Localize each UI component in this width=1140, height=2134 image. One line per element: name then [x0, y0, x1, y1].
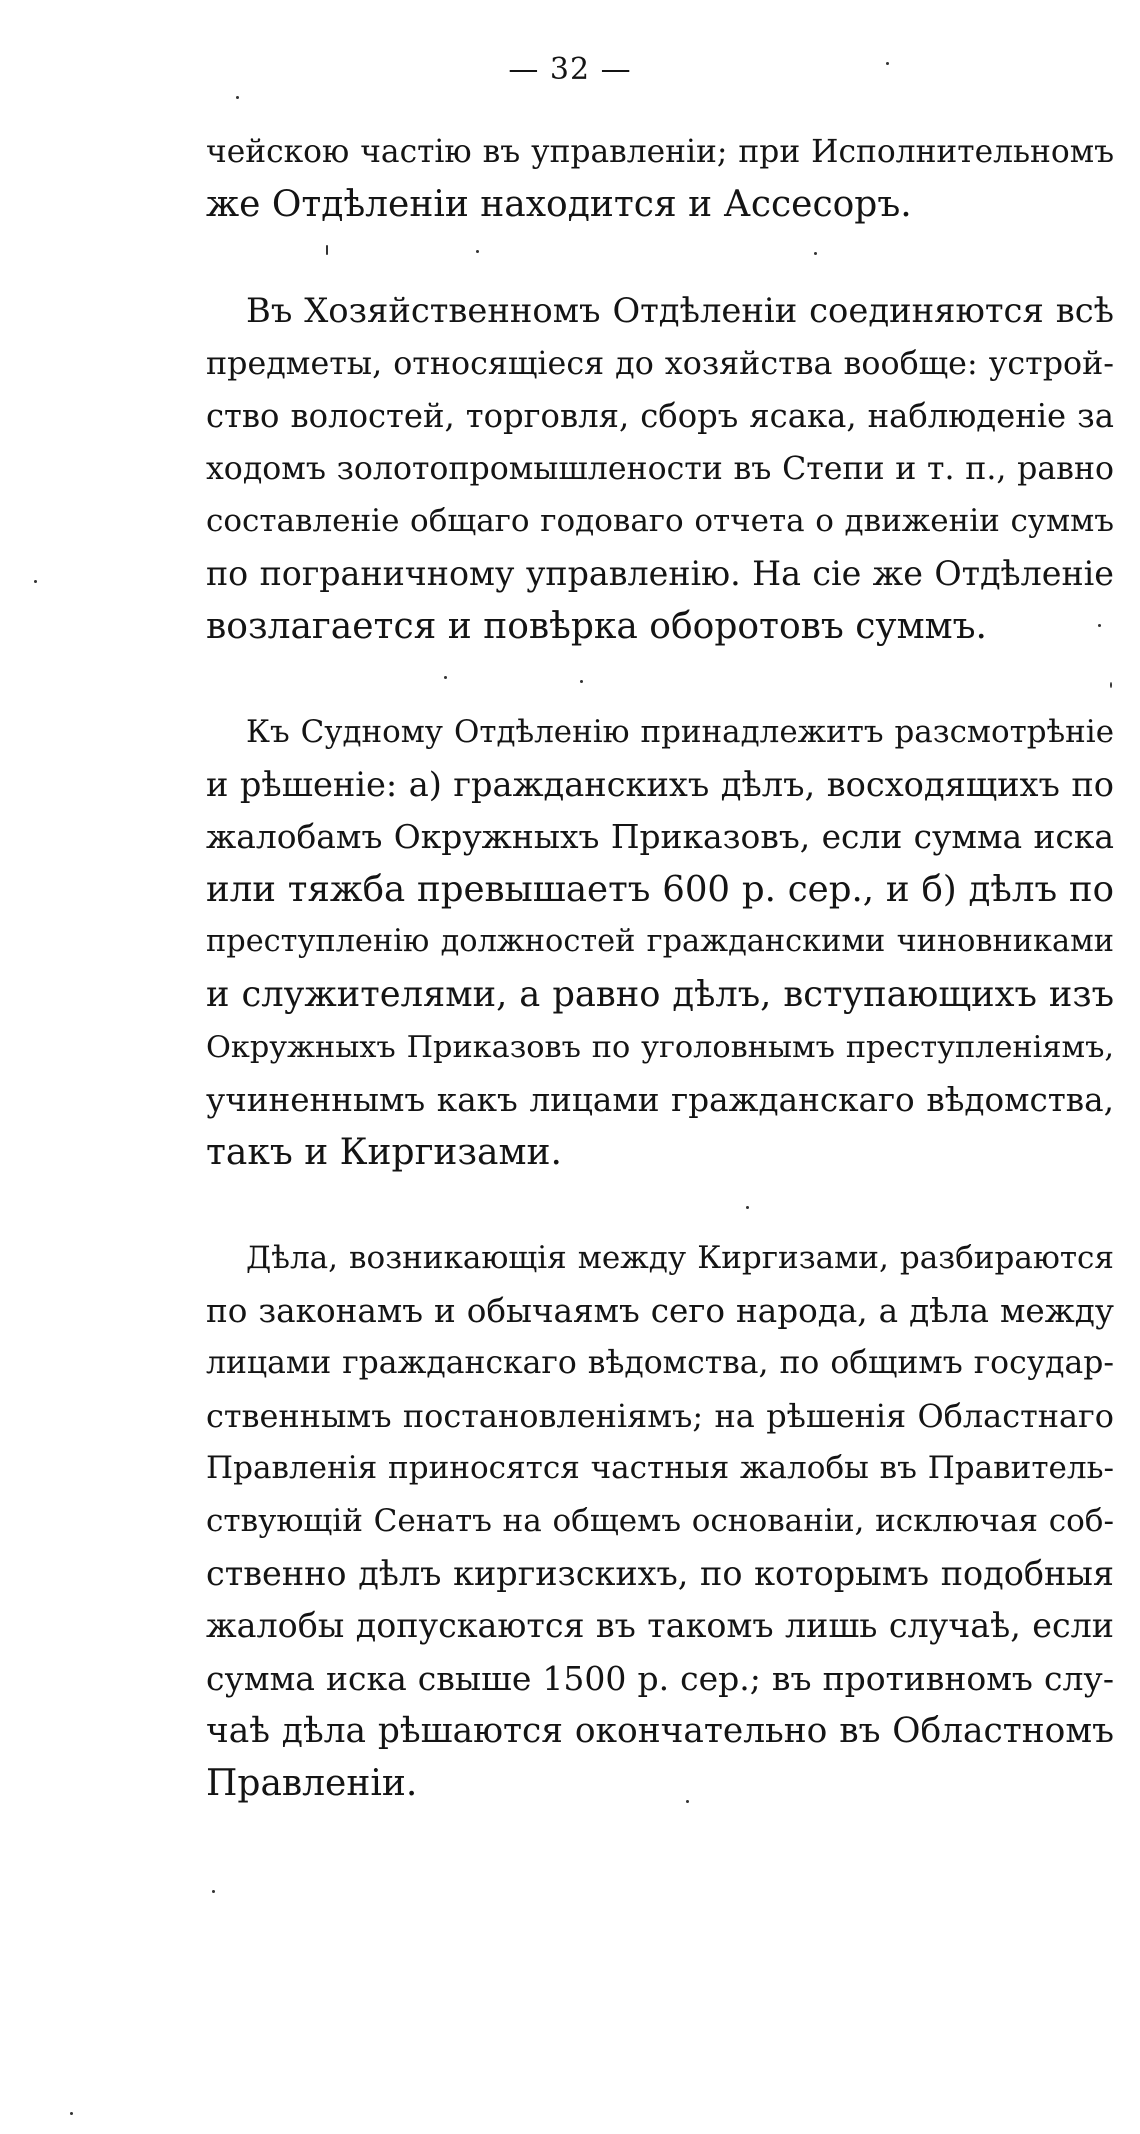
scan-speck [580, 680, 583, 683]
text-line: жалобамъ Окружныхъ Приказовъ, если сумма иска [206, 817, 1114, 857]
text-line: по законамъ и обычаямъ сего народа, а дѣла между [206, 1291, 1114, 1330]
text-line: чейскою частію въ управленіи; при Исполнительномъ [206, 134, 1114, 170]
scan-speck [814, 252, 817, 255]
text-line: преступленію должностей гражданскими чиновниками [206, 924, 1114, 960]
scan-speck [70, 2112, 73, 2115]
scan-speck [746, 1206, 749, 1209]
scan-speck [326, 245, 328, 255]
text-line: Дѣла, возникающія между Киргизами, разбираются [246, 1240, 1114, 1276]
text-line: сумма иска свыше 1500 р. сер.; въ противномъ слу- [206, 1658, 1114, 1698]
paragraph-1 [206, 126, 1114, 231]
text-line: по пограничному управленію. На сіе же Отдѣленіе [206, 553, 1114, 593]
text-line: учиненнымъ какъ лицами гражданскаго вѣдомства, [206, 1081, 1114, 1120]
text-line: ственнымъ постановленіямъ; на рѣшенія Областнаго [206, 1396, 1114, 1435]
text-line: Правленіи. [206, 1762, 418, 1804]
scan-speck [444, 676, 447, 679]
text-line: лицами гражданскаго вѣдомства, по общимъ государ- [206, 1345, 1114, 1382]
text-line: же Отдѣленіи находится и Ассесоръ. [206, 183, 912, 225]
text-line: Окружныхъ Приказовъ по уголовнымъ преступленіямъ, [206, 1029, 1114, 1065]
text-line: ство волостей, торговля, сборъ ясака, наблюденіе за [206, 397, 1114, 436]
text-line: ствующій Сенатъ на общемъ основаніи, исключая соб- [206, 1502, 1114, 1539]
text-line: ственно дѣлъ киргизскихъ, по которымъ подобныя [206, 1553, 1114, 1593]
paragraph-4 [206, 1232, 1114, 1811]
text-line: составленіе общаго годоваго отчета о движеніи суммъ [206, 503, 1114, 540]
paragraph-2 [206, 285, 1114, 653]
text-line: предметы, относящіеся до хозяйства вообще: устрой- [206, 345, 1114, 382]
paragraph-3 [206, 706, 1114, 1179]
scan-speck [686, 1800, 689, 1803]
text-line: и рѣшеніе: а) гражданскихъ дѣлъ, восходящихъ по [206, 764, 1114, 804]
scan-speck [236, 96, 239, 99]
text-line: чаѣ дѣла рѣшаются окончательно въ Областномъ [206, 1711, 1114, 1752]
scan-speck [886, 62, 889, 65]
page-number: — 32 — [508, 52, 632, 87]
scan-speck [1098, 624, 1101, 627]
scan-speck [1110, 682, 1112, 688]
text-line: Къ Судному Отдѣленію принадлежитъ разсмотрѣніе [246, 714, 1114, 750]
text-line: ходомъ золотопромышлености въ Степи и т. п., равно [206, 450, 1114, 487]
text-line: и служителями, а равно дѣлъ, вступающихъ изъ [206, 973, 1114, 1015]
scan-speck [476, 250, 479, 253]
text-line: жалобы допускаются въ такомъ лишь случаѣ, если [206, 1606, 1114, 1646]
scan-speck [212, 1890, 215, 1893]
text-line: возлагается и повѣрка оборотовъ суммъ. [206, 605, 987, 647]
text-line: Въ Хозяйственномъ Отдѣленіи соединяются всѣ [246, 291, 1114, 330]
text-line: или тяжба превышаетъ 600 р. сер., и б) дѣлъ по [206, 868, 1114, 910]
text-line: такъ и Киргизами. [206, 1131, 562, 1173]
text-line: Правленія приносятся частныя жалобы въ Правитель- [206, 1450, 1114, 1487]
scan-speck [34, 580, 37, 583]
